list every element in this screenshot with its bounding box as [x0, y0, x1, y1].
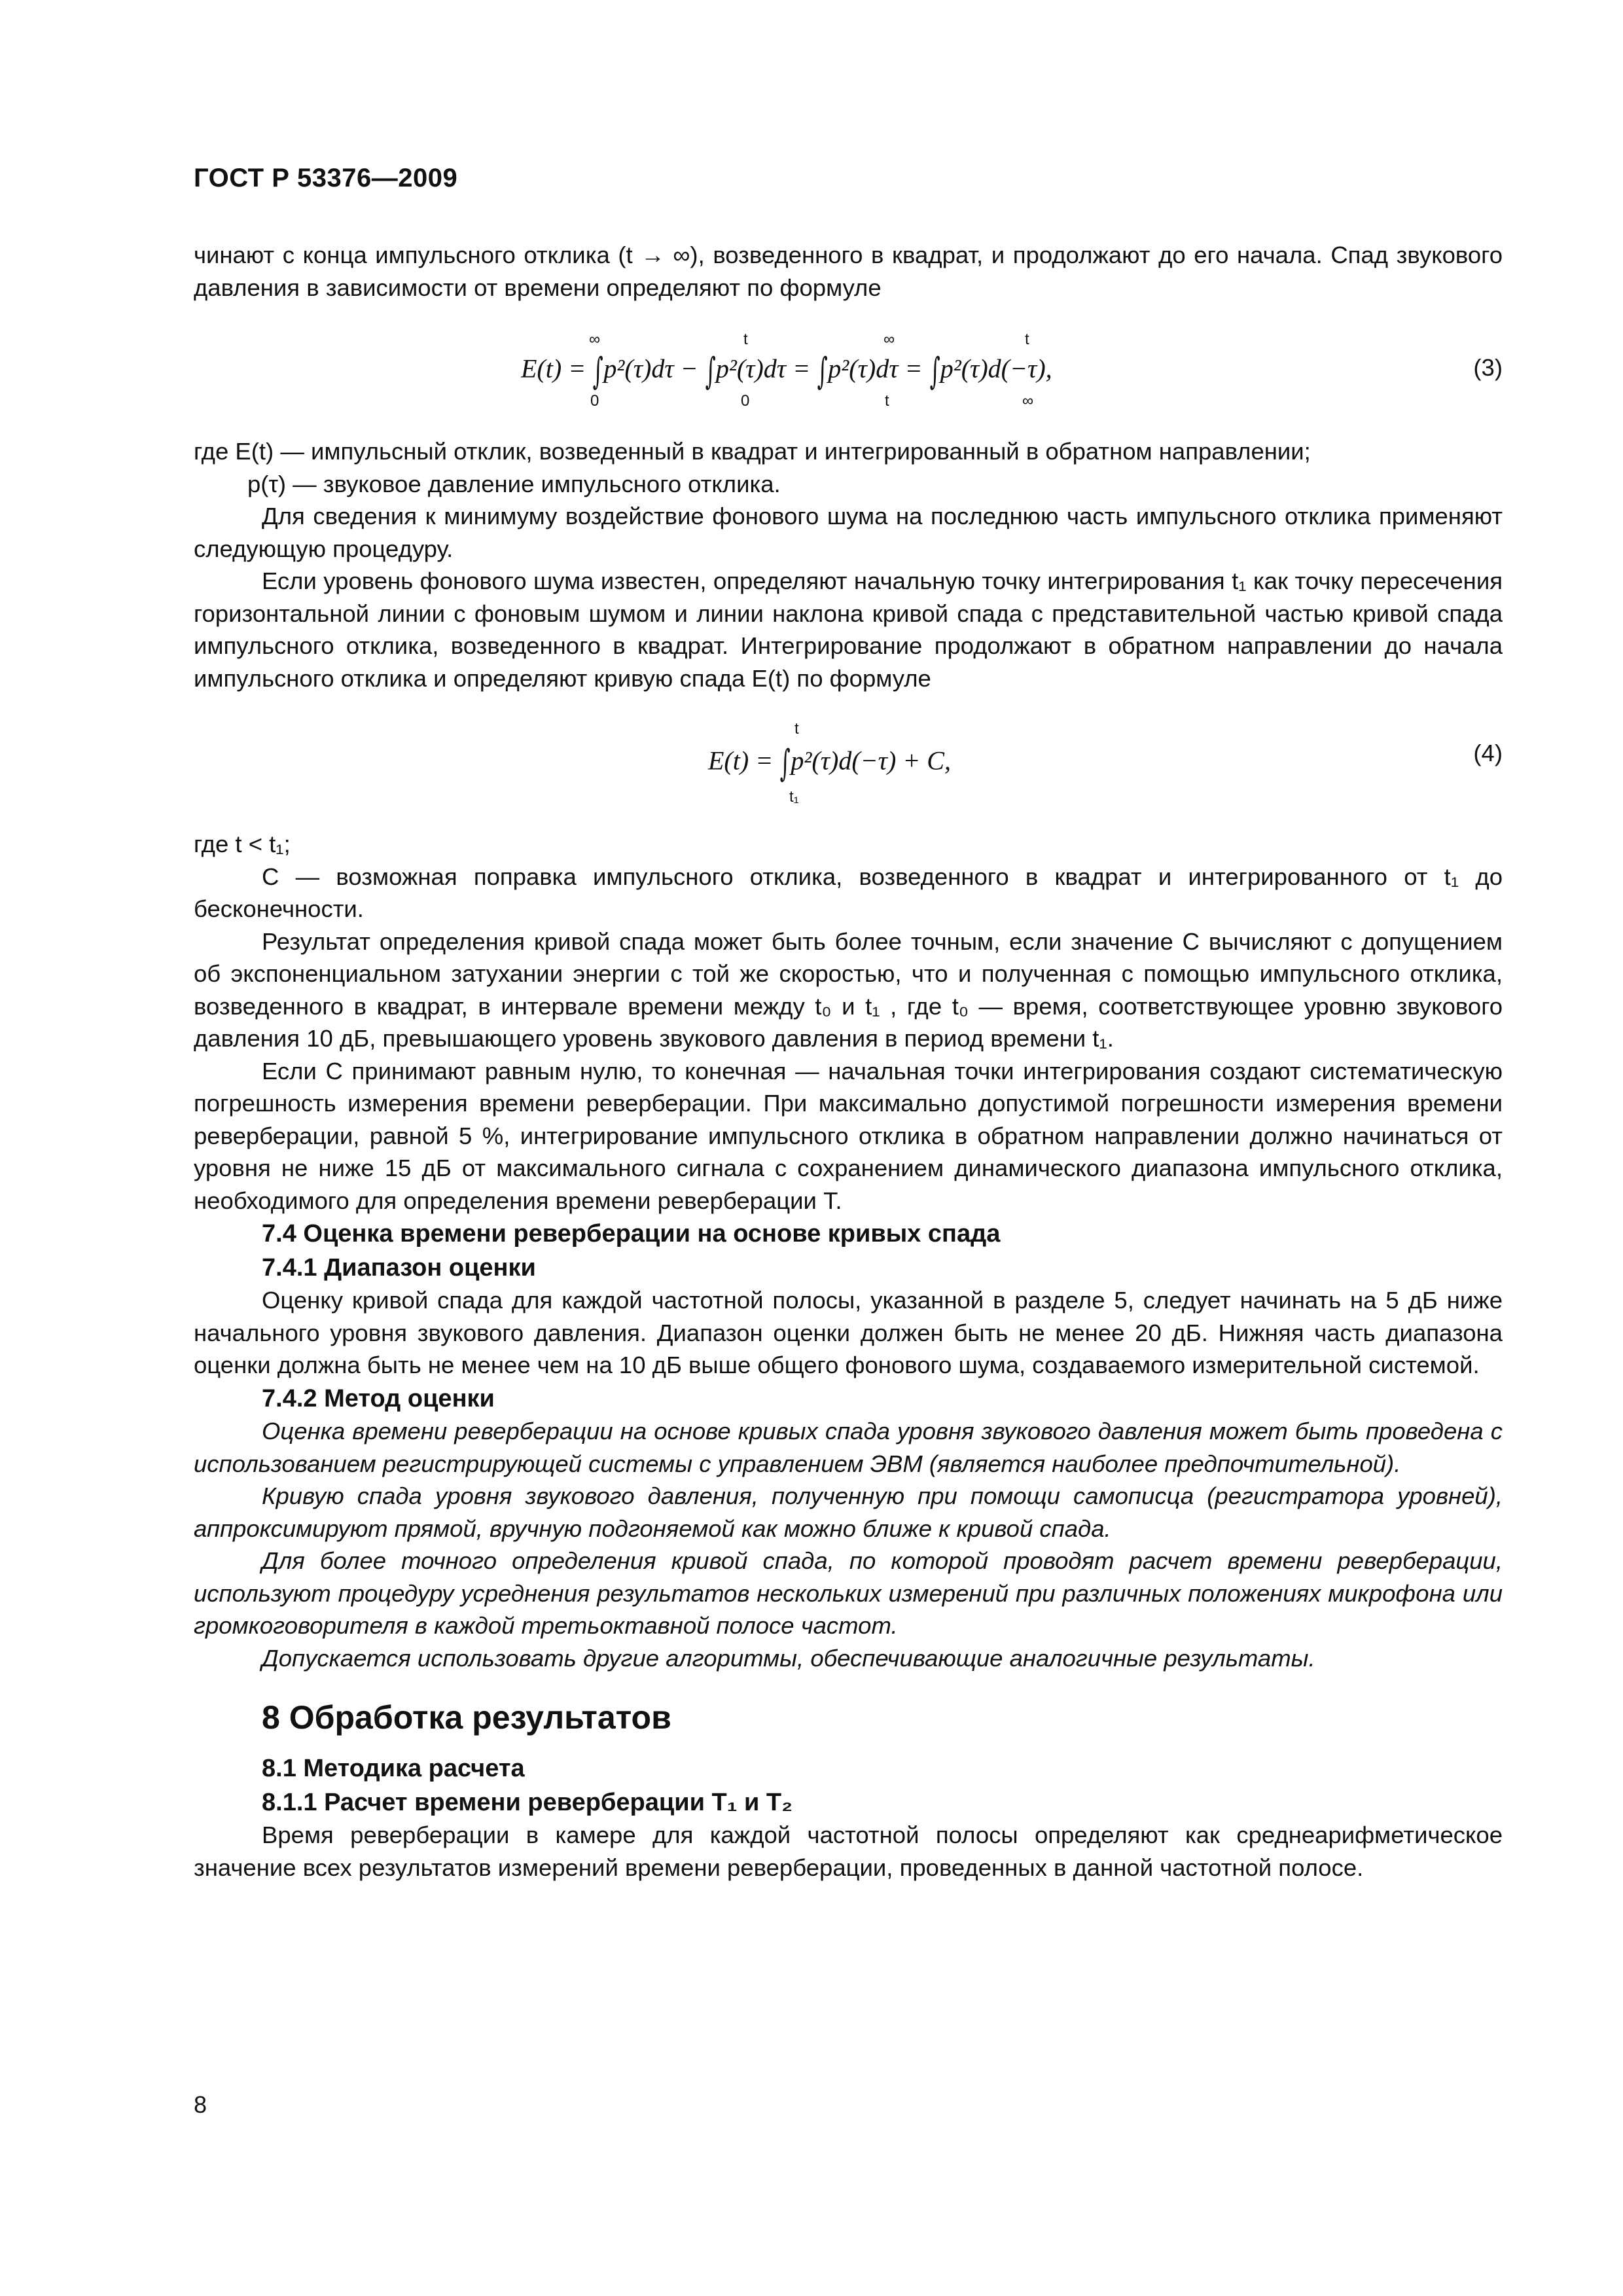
document-header: ГОСТ Р 53376—2009 — [194, 164, 458, 192]
paragraph-background-noise: Если уровень фонового шума известен, определяют начальную точку интегрирования t₁ как точку пересечения горизонтальной линии с фоновым шумом и линии наклона кривой спада с представительной частью кривой спада импульсного отклика, возведенного в квадрат. Интегрирование продолжают в обратном направлении до начала импульсного отклика и определяют кривую спада E(t) по формуле — [194, 567, 1503, 692]
paragraph-systematic-error: Если C принимают равным нулю, то конечная — начальная точки интегрирования создают систематическую погрешность измерения времени реверберации. При максимально допустимой погрешности измерения времени реверберации, равной 5 %, интегрирование импульсного отклика в обратном направлении должно начинаться от уровня не ниже 15 дБ от максимального сигнала с сохранением динамического диапазона импульсного отклика, необходимого для определения времени реверберации T. — [194, 1057, 1503, 1214]
page-number: 8 — [194, 2091, 207, 2118]
text-block-1 — [194, 239, 1503, 304]
equation-4: E(t) = ∫p²(τ)d(−τ) + C, t t₁ (4) — [708, 720, 1503, 806]
where-e-t: где E(t) — импульсный отклик, возведенный в квадрат и интегрированный в обратном направлении; — [194, 438, 1311, 465]
heading-7-4: 7.4 Оценка времени реверберации на основе кривых спада — [262, 1220, 1001, 1247]
text-block-2 — [194, 435, 1503, 694]
eq4-number: (4) — [1473, 740, 1503, 766]
eq3-expression: E(t) = ∫p²(τ)dτ − ∫p²(τ)dτ = ∫p²(τ)dτ = ∫p²(τ)d(−τ), — [521, 350, 1052, 393]
where-t: где t < t₁; — [194, 831, 291, 857]
heading-7-4-2: 7.4.2 Метод оценки — [262, 1384, 495, 1412]
heading-8-1-1: 8.1.1 Расчет времени реверберации T₁ и T₂ — [262, 1788, 793, 1816]
paragraph-reverberation-time: Время реверберации в камере для каждой частотной полосы определяют как среднеарифметическое значение всех результатов измерений времени реверберации, проведенных в данной частотной полосе. — [194, 1821, 1503, 1881]
paragraph-evaluation-range: Оценку кривой спада для каждой частотной полосы, указанной в разделе 5, следует начинать на 5 дБ ниже начального уровня звукового давления. Диапазон оценки должен быть не менее 20 дБ. Нижняя часть диапазона оценки должна быть не менее чем на 10 дБ выше общего фонового шума, создаваемого измерительной системой. — [194, 1287, 1503, 1378]
text-block-3 — [194, 828, 1503, 1884]
equation-3: E(t) = ∫p²(τ)dτ − ∫p²(τ)dτ = ∫p²(τ)dτ = ∫p²(τ)d(−τ), ∞ 0 t 0 ∞ t t ∞ (3) — [521, 331, 1503, 410]
heading-7-4-1: 7.4.1 Диапазон оценки — [262, 1253, 536, 1282]
paragraph-intro: чинают с конца импульсного отклика (t → ∞), возведенного в квадрат, и продолжают до его начала. Спад звукового давления в зависимости от времени определяют по формуле — [194, 242, 1503, 301]
paragraph-result-accuracy: Результат определения кривой спада может быть более точным, если значение C вычисляют с допущением об экспоненциальном затухании энергии с той же скоростью, что и полученная с помощью импульсного отклика, возведенного в квадрат, в интервале времени между t₀ и t₁ , где t₀ — время, соответствующее уровню звукового давления 10 дБ, превышающего уровень звукового давления в период времени t₁. — [194, 927, 1503, 1052]
document-page — [194, 0, 1503, 2296]
paragraph-method-4: Допускается использовать другие алгоритмы, обеспечивающие аналогичные результаты. — [262, 1644, 1315, 1672]
heading-8: 8 Обработка результатов — [262, 1699, 671, 1736]
heading-8-1: 8.1 Методика расчета — [262, 1755, 525, 1782]
where-c: C — возможная поправка импульсного отклика, возведенного в квадрат и интегрированного от t₁ до бесконечности. — [194, 863, 1503, 922]
paragraph-procedure: Для сведения к минимуму воздействие фонового шума на последнюю часть импульсного отклика применяют следующую процедуру. — [194, 503, 1503, 562]
paragraph-method-1: Оценка времени реверберации на основе кривых спада уровня звукового давления может быть проведена с использованием регистрирующей системы с управлением ЭВМ (является наиболее предпочтительной). — [194, 1418, 1503, 1477]
eq3-number: (3) — [1473, 354, 1503, 381]
where-p-tau: p(τ) — звуковое давление импульсного отклика. — [247, 470, 781, 497]
paragraph-method-3: Для более точного определения кривой спада, по которой проводят расчет времени реверберации, используют процедуру усреднения результатов нескольких измерений при различных положениях микрофона или громкоговорителя в каждой третьоктавной полосе частот. — [194, 1547, 1503, 1639]
paragraph-method-2: Кривую спада уровня звукового давления, полученную при помощи самописца (регистратора уровней), аппроксимируют прямой, вручную подгоняемой как можно ближе к кривой спада. — [194, 1482, 1503, 1542]
eq4-expression: E(t) = ∫p²(τ)d(−τ) + C, — [708, 742, 951, 785]
